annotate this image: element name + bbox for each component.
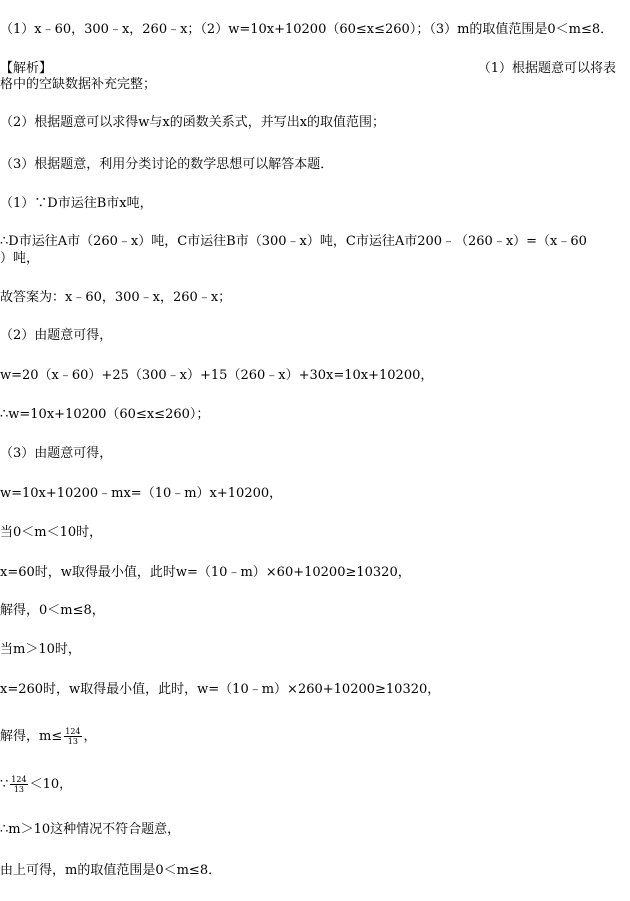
solution-step-14 (0, 726, 97, 748)
fraction-124-13 (64, 727, 81, 746)
solution-conclusion: 由上可得，m的取值范围是0＜m≤8． (0, 863, 222, 878)
solution-step-14-suffix: ， (83, 729, 97, 744)
solution-step-4: （2）由题意可得， (0, 328, 113, 343)
solution-step-8: w=10x+10200﹣mx=（10﹣m）x+10200， (0, 486, 283, 501)
solution-step-15-prefix: ∵ (0, 777, 9, 792)
solution-step-5: w=20（x﹣60）+25（300﹣x）+15（260﹣x）+30x=10x+10200， (0, 368, 434, 383)
solution-step-2a: ∴D市运往A市（260﹣x）吨，C市运往B市（300﹣x）吨，C市运往A市200﹣（260﹣x）=（x﹣60 (0, 234, 587, 249)
solution-step-3: 故答案为：x﹣60，300﹣x，260﹣x； (0, 290, 232, 305)
solution-step-14-prefix: 解得，m≤ (0, 729, 63, 744)
solution-step-16: ∴m＞10这种情况不符合题意， (0, 822, 181, 837)
analysis-heading: 【解析】 (0, 61, 53, 76)
fraction-124-13 (10, 775, 27, 794)
solution-step-13: x=260时，w取得最小值，此时，w=（10﹣m）×260+10200≥10320， (0, 682, 441, 697)
answer-summary-line: （1）x﹣60，300﹣x，260﹣x；（2）w=10x+10200（60≤x≤260）；（3）m的取值范围是0＜m≤8． (0, 22, 614, 37)
fraction-numerator: 124 (11, 775, 27, 784)
solution-step-11: 解得，0＜m≤8， (0, 603, 105, 618)
solution-step-2b: ）吨， (0, 251, 40, 266)
analysis-intro-continued: 格中的空缺数据补充完整； (0, 77, 157, 92)
analysis-intro-right: （1）根据题意可以将表 (477, 61, 616, 76)
fraction-numerator: 124 (65, 727, 81, 736)
solution-step-10: x=60时，w取得最小值，此时w=（10﹣m）×60+10200≥10320， (0, 565, 411, 580)
fraction-denominator: 13 (67, 737, 78, 746)
solution-step-7: （3）由题意可得， (0, 446, 113, 461)
solution-step-6: ∴w=10x+10200（60≤x≤260）； (0, 407, 210, 422)
solution-step-15 (0, 774, 72, 796)
analysis-hint-2: （2）根据题意可以求得w与x的函数关系式，并写出x的取值范围； (0, 115, 386, 130)
analysis-hint-3: （3）根据题意，利用分类讨论的数学思想可以解答本题． (0, 157, 334, 172)
solution-step-1: （1）∵D市运往B市x吨， (0, 196, 153, 211)
solution-step-9: 当0＜m＜10时， (0, 525, 103, 540)
solution-step-15-suffix: ＜10， (29, 777, 73, 792)
fraction-denominator: 13 (13, 785, 25, 794)
solution-step-12: 当m＞10时， (0, 642, 81, 657)
